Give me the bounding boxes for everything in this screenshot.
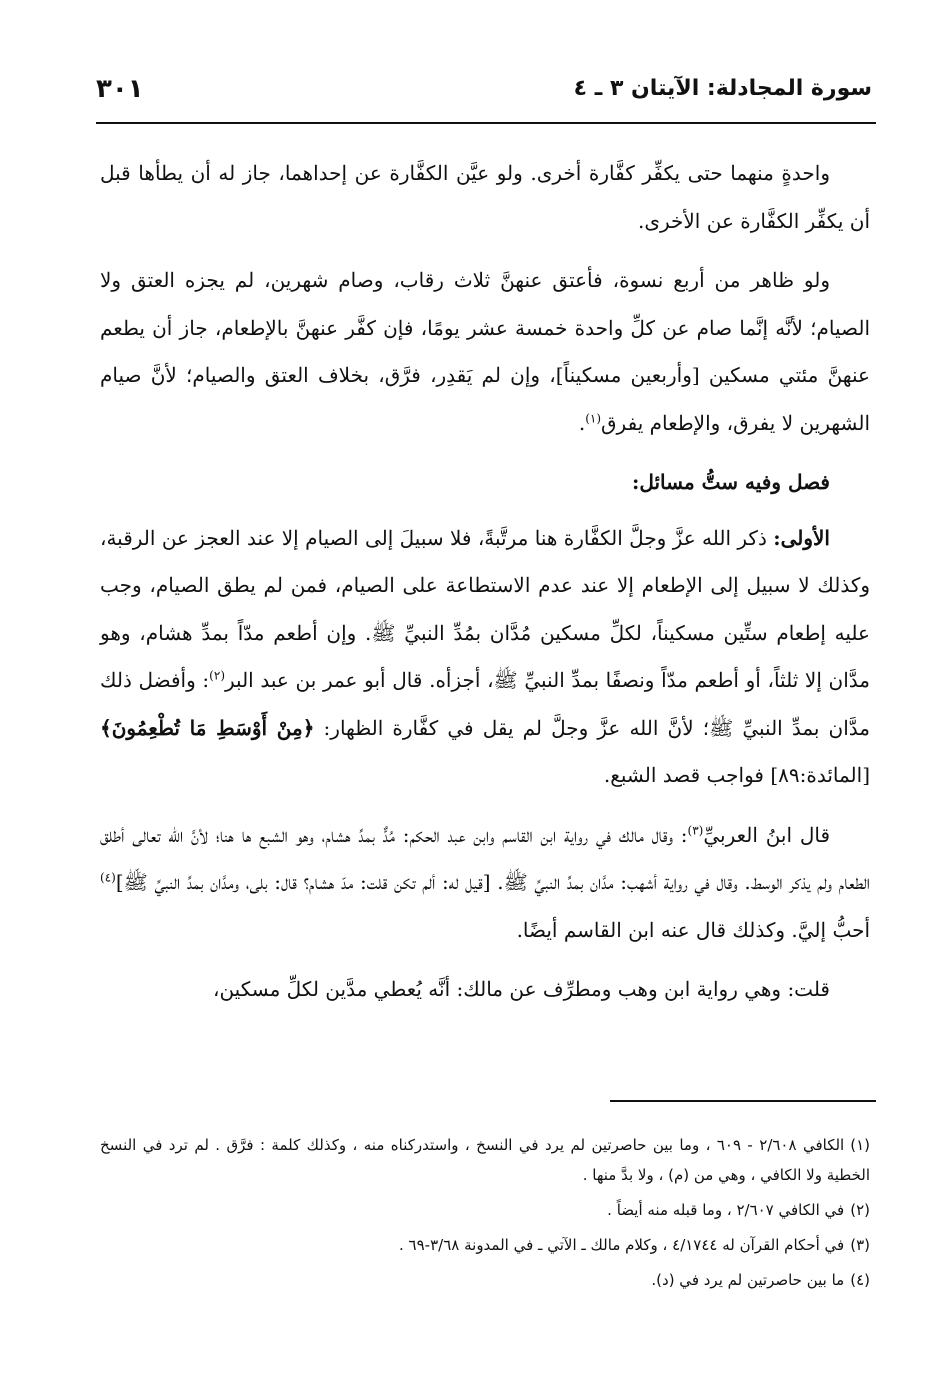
paragraph-4: قال ابنُ العربيِّ$^{(٣)}$: وقال مالك في رواية ابن القاسم وابن عبد الحكم: مُدٌّ بمدِّ هشام، وهو الشبع ها هنا؛ لأنَّ الله تعالى أطلق الطعام ولم يذكر الوسط. وقال في رواية أشهب: مدَّان بمدِّ النبيِّ ﷺ. [قيل له: ألم تكن قلت: مدّ هشام؟ قال: بلى، ومدَّان بمدِّ النبيِّ ﷺ]$^{(٤)}$ أحبُّ إليَّ. وكذلك قال عنه ابن القاسم أيضًا. (100, 822, 870, 942)
paragraph-2: ولو ظاهر من أربع نسوة، فأعتق عنهنَّ ثلاث رقاب، وصام شهرين، لم يجزه العتق ولا الصيام؛ لأنَّه إنَّما صام عن كلِّ واحدة خمسة عشر يومًا، فإن كفَّر عنهنَّ بالإطعام، جاز أن يطعم عنهنَّ مئتي مسكين [وأربعين مسكيناً]، وإن لم يَقدِر، فرَّق، بخلاف العتق والصيام؛ لأنَّ صيام الشهرين لا يفرق، والإطعام يفرق$^{(١)}$. (100, 268, 870, 435)
footnote-1: (١)الكافي ٢/٦٠٨ - ٦٠٩ ، وما بين حاصرتين لم يرد في النسخ ، واستدركناه منه ، وكذلك كلمة : فرَّق . لم ترد في النسخ الخطية ولا الكافي ، وهي من (م) ، ولا بدَّ منها . (100, 1136, 870, 1184)
quran-quote: ﴿مِنْ أَوْسَطِ مَا تُطْعِمُونَ﴾ (100, 715, 315, 740)
footnote-ref-1[interactable]: (١) (585, 410, 602, 425)
footnote-4: (٤)ما بين حاصرتين لم يرد في (د). (651, 1271, 870, 1289)
paragraph-1: واحدةٍ منهما حتى يكفِّر كفَّارة أخرى. ولو عيَّن الكفَّارة عن إحداهما، جاز له أن يطأها قبل أن يكفِّر الكفَّارة عن الأخرى. (100, 161, 870, 233)
running-title: سورة المجادلة: الآيتان ٣ ـ ٤ (573, 76, 872, 101)
issue-lead: الأولى: (773, 525, 830, 550)
paragraph-5: قلت: وهي رواية ابن وهب ومطرِّف عن مالك: أنَّه يُعطي مدَّين لكلِّ مسكين، (212, 977, 830, 1001)
header-rule (96, 122, 876, 124)
footnote-ref-2[interactable]: (٢) (209, 668, 225, 683)
page-number: ٣٠١ (96, 74, 144, 104)
footnote-2: (٢)في الكافي ٢/٦٠٧ ، وما قبله منه أيضاً . (607, 1201, 870, 1219)
footnote-rule (610, 1100, 876, 1102)
footnote-3: (٣)في أحكام القرآن له ٤/١٧٤٤ ، وكلام مالك ـ الآتي ـ في المدونة ٣/٦٨-٦٩ . (399, 1236, 870, 1254)
footnote-ref-3[interactable]: (٣) (687, 822, 704, 837)
main-text (100, 150, 870, 1026)
page-header (96, 72, 872, 122)
footnotes (100, 1130, 870, 1300)
paragraph-3: الأولى: ذكر الله عزَّ وجلَّ الكفَّارة هنا مرتَّبةً، فلا سبيلَ إلى الصيام إلا عند العجز عن الرقبة، وكذلك لا سبيل إلى الإطعام إلا عند عدم الاستطاعة على الصيام، فمن لم يطق الصيام، وجب عليه إطعام ستِّين مسكيناً، لكلِّ مسكين مُدَّان بمُدِّ النبيِّ ﷺ. وإن أطعم مدّاً بمدِّ هشام، وهو مدَّان إلا ثلثاً، أو أطعم مدّاً ونصفًا بمدِّ النبيِّ ﷺ، أجزأه. قال أبو عمر بن عبد البر$^{(٢)}$: وأفضل ذلك مدَّان بمدِّ النبيِّ ﷺ؛ لأنَّ الله عزَّ وجلَّ لم يقل في كفَّارة الظهار: ﴿مِنْ أَوْسَطِ مَا تُطْعِمُونَ﴾ [المائدة:٨٩] فواجب قصد الشبع. (100, 525, 870, 787)
footnote-ref-4[interactable]: (٤) (100, 870, 116, 885)
section-heading: فصل وفيه ستُّ مسائل: (631, 470, 830, 494)
